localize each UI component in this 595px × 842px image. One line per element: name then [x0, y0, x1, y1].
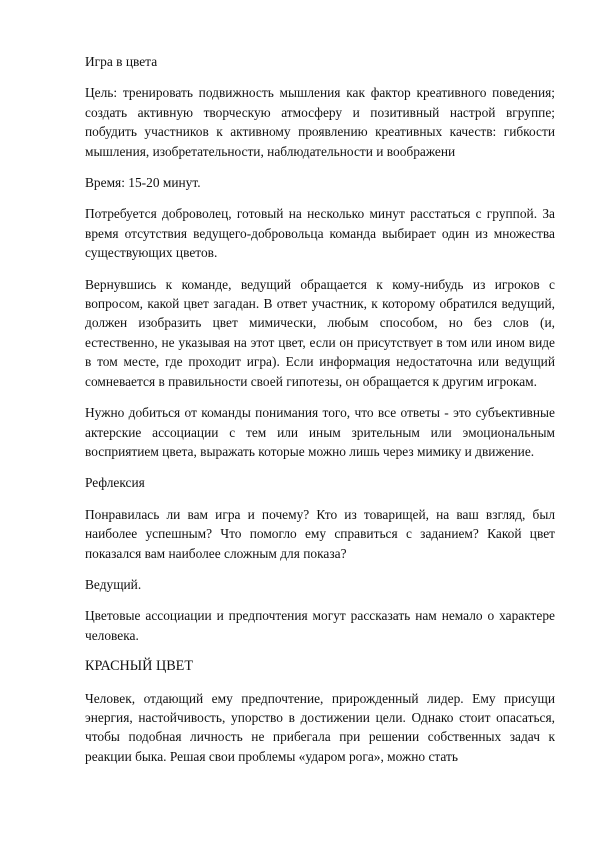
time-line: Время: 15-20 минут. [85, 175, 201, 191]
return-paragraph: Вернувшись к команде, ведущий обращается к кому-нибудь из игроков с вопросом, какой цвет загадан. В ответ участник, к которому обратился ведущий, должен изобразить цвет мимически, любым способом, но без слов (и, естественно, не указывая на этот цвет, если он присутствует в том или ином виде в том месте, где проходит игра). Если информация недостаточна или ведущий сомневается в правильности своей гипотезы, он обращается к другим игрокам. [85, 276, 555, 389]
document-body [85, 52, 555, 778]
red-color-paragraph: Человек, отдающий ему предпочтение, прирожденный лидер. Ему присущи энергия, настойчивость, упорство в достижении цели. Однако стоит опасаться, чтобы подобная личность не прибегала при решении собственных задач к реакции быка. Решая свои проблемы «ударом рога», можно стать [85, 690, 555, 764]
understanding-paragraph: Нужно добиться от команды понимания того, что все ответы - это субъективные актерские ассоциации с тем или иным зрительным или эмоциональным восприятием цвета, выражать которые можно лишь через мимику и движение. [85, 405, 555, 459]
reflection-paragraph: Понравилась ли вам игра и почему? Кто из товарищей, на ваш взгляд, был наиболее успешным? Что помогло ему справиться с заданием? Какой цвет показался вам наиболее сложным для показа? [85, 506, 555, 561]
document-title: Игра в цвета [85, 54, 158, 69]
reflection-heading: Рефлексия [85, 475, 145, 491]
volunteer-paragraph: Потребуется доброволец, готовый на несколько минут расстаться с группой. За время отсутствия ведущего-добровольца команда выбирает один из множества существующих цветов. [85, 206, 555, 261]
host-heading: Ведущий. [85, 576, 142, 592]
goal-paragraph: Цель: тренировать подвижность мышления как фактор креативного поведения; создать активную творческую атмосферу и позитивный настрой вгруппе; побудить участников к активному проявлению креативных качеств: гибкости мышления, изобретательности, наблюдательности и воображени [85, 85, 555, 159]
host-paragraph: Цветовые ассоциации и предпочтения могут рассказать нам немало о характере человека. [85, 608, 555, 643]
red-color-heading: КРАСНЫЙ ЦВЕТ [85, 658, 193, 675]
